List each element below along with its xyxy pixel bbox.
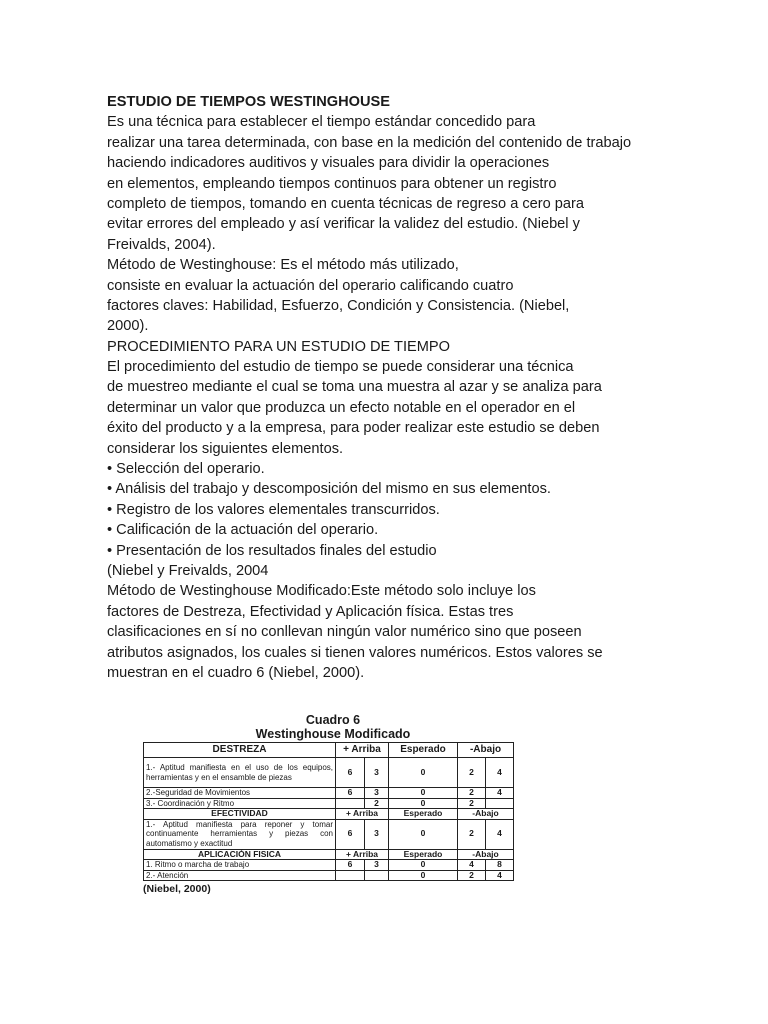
esperado-header: Esperado [389,809,458,820]
value-cell: 2 [458,819,486,849]
table-row [144,788,514,799]
figure-title: Cuadro 6 [305,713,361,727]
value-cell: 4 [486,758,514,788]
text-line: • Análisis del trabajo y descomposición del mismo en sus elementos. [107,481,551,498]
text-line: consiste en evaluar la actuación del operario calificando cuatro [107,277,514,294]
section-header-row [144,849,514,860]
table-row [144,860,514,871]
table-row [144,758,514,788]
text-line: completo de tiempos, tomando en cuenta técnicas de regreso a cero para [107,195,585,212]
esperado-header: Esperado [389,849,458,860]
section-label: APLICACIÓN FISICA [144,849,336,860]
table-row [144,870,514,881]
text-line: Método de Westinghouse Modificado:Este método solo incluye los [107,583,536,600]
text-line: muestran en el cuadro 6 (Niebel, 2000). [107,664,365,681]
value-cell: 0 [389,798,458,809]
value-cell: 2 [458,870,486,881]
text-line: considerar los siguientes elementos. [107,440,344,457]
text-line: 2000). [107,318,149,335]
value-cell [486,798,514,809]
value-cell: 0 [389,758,458,788]
row-description: 1.- Aptitud manifiesta para reponer y tomar continuamente herramientas y piezas con automatismo y exactitud [144,819,336,849]
value-cell: 2 [365,798,389,809]
figure-subtitle: Westinghouse Modificado [255,727,411,741]
abajo-header: -Abajo [458,849,514,860]
value-cell: 6 [336,758,365,788]
text-line: El procedimiento del estudio de tiempo se puede considerar una técnica [107,359,574,376]
arriba-header: + Arriba [336,849,389,860]
arriba-header: + Arriba [336,809,389,820]
section-label: EFECTIVIDAD [144,809,336,820]
value-cell: 4 [486,870,514,881]
text-line: • Selección del operario. [107,461,265,478]
value-cell: 6 [336,860,365,871]
table-row [144,798,514,809]
section-label: DESTREZA [144,743,336,758]
value-cell: 0 [389,819,458,849]
text-line: determinar un valor que produzca un efecto notable en el operador en el [107,399,576,416]
text-line: evitar errores del empleado y así verificar la validez del estudio. (Niebel y [107,216,580,233]
section-header-row [144,743,514,758]
row-description: 2.- Atención [144,870,336,881]
value-cell: 6 [336,819,365,849]
text-line: Método de Westinghouse: Es el método más utilizado, [107,257,459,274]
text-line: • Registro de los valores elementales transcurridos. [107,501,440,518]
row-description: 1.- Aptitud manifiesta en el uso de los equipos, herramientas y en el ensamble de piezas [144,758,336,788]
row-description: 1. Ritmo o marcha de trabajo [144,860,336,871]
text-line: factores de Destreza, Efectividad y Aplicación física. Estas tres [107,603,514,620]
value-cell: 6 [336,788,365,799]
text-line: clasificaciones en sí no conllevan ningún valor numérico sino que poseen [107,624,582,641]
value-cell: 4 [486,788,514,799]
value-cell: 2 [458,758,486,788]
text-line: Freivalds, 2004). [107,236,216,253]
abajo-header: -Abajo [458,809,514,820]
row-description: 2.-Seguridad de Movimientos [144,788,336,799]
value-cell: 3 [365,788,389,799]
text-line: en elementos, empleando tiempos continuos para obtener un registro [107,175,557,192]
value-cell: 2 [458,788,486,799]
row-description: 3.- Coordinación y Ritmo [144,798,336,809]
value-cell: 3 [365,758,389,788]
cuadro-6-figure [143,713,513,895]
value-cell: 3 [365,819,389,849]
text-line: de muestreo mediante el cual se toma una muestra al azar y se analiza para [107,379,602,396]
figure-source: (Niebel, 2000) [143,883,211,895]
westinghouse-table [143,742,514,881]
text-line: éxito del producto y a la empresa, para poder realizar este estudio se deben [107,420,600,437]
esperado-header: Esperado [389,743,458,758]
value-cell: 3 [365,860,389,871]
value-cell: 8 [486,860,514,871]
value-cell: 2 [458,798,486,809]
value-cell [336,870,365,881]
text-line: (Niebel y Freivalds, 2004 [107,562,269,579]
text-line: haciendo indicadores auditivos y visuales para dividir la operaciones [107,155,550,172]
text-line: realizar una tarea determinada, con base en la medición del contenido de trabajo [107,134,632,151]
section-header-row [144,809,514,820]
text-line: Es una técnica para establecer el tiempo estándar concedido para [107,114,536,131]
value-cell: 0 [389,788,458,799]
arriba-header: + Arriba [336,743,389,758]
value-cell [365,870,389,881]
document-body [107,92,707,683]
text-line: • Calificación de la actuación del operario. [107,522,379,539]
document-title: ESTUDIO DE TIEMPOS WESTINGHOUSE [107,94,390,110]
text-line: factores claves: Habilidad, Esfuerzo, Condición y Consistencia. (Niebel, [107,297,570,314]
table-row [144,819,514,849]
value-cell: 0 [389,870,458,881]
text-line: atributos asignados, los cuales si tienen valores numéricos. Estos valores se [107,644,603,661]
text-line: PROCEDIMIENTO PARA UN ESTUDIO DE TIEMPO [107,338,451,355]
text-line: • Presentación de los resultados finales del estudio [107,542,437,559]
value-cell: 0 [389,860,458,871]
value-cell [336,798,365,809]
value-cell: 4 [486,819,514,849]
abajo-header: -Abajo [458,743,514,758]
value-cell: 4 [458,860,486,871]
